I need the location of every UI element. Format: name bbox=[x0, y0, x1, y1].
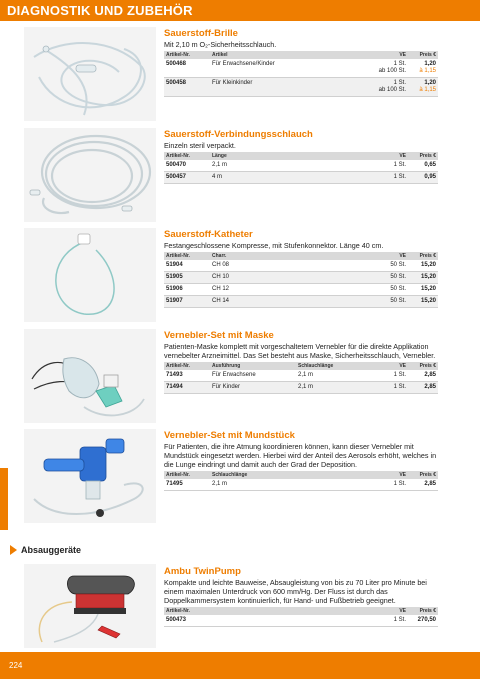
table-row bbox=[164, 284, 438, 296]
packaging-unit: 1 St. bbox=[370, 370, 408, 382]
price: 15,20 bbox=[408, 284, 438, 296]
product-vernebler-maske bbox=[164, 330, 438, 394]
col-header: Schlauchlänge bbox=[296, 362, 370, 370]
col-header: Schlauchlänge bbox=[210, 471, 370, 479]
article-number: 500470 bbox=[164, 160, 210, 172]
col-header: Preis € bbox=[408, 471, 438, 479]
col-header: Preis € bbox=[408, 252, 438, 260]
price: 0,65 bbox=[408, 160, 438, 172]
article-table bbox=[164, 152, 438, 184]
article-number: 71494 bbox=[164, 382, 210, 394]
packaging-unit: 1 St. bbox=[370, 160, 408, 172]
article-tube-length: 2,1 m bbox=[210, 479, 370, 491]
packaging-unit: 1 St. bbox=[370, 382, 408, 394]
price: 2,85 bbox=[408, 382, 438, 394]
product-description: Mit 2,10 m O₂-Sicherheitsschlauch. bbox=[164, 40, 277, 49]
product-ambu-twinpump bbox=[164, 566, 438, 627]
col-header: Preis € bbox=[408, 607, 438, 615]
col-header: Artikel-Nr. bbox=[164, 607, 370, 615]
col-header: VE bbox=[370, 471, 408, 479]
product-verbindungsschlauch bbox=[164, 129, 438, 184]
packaging-unit: 1 St. bbox=[370, 172, 408, 184]
product-vernebler-mundstueck bbox=[164, 430, 438, 491]
packaging-unit: 50 St. bbox=[370, 284, 408, 296]
packaging-unit: 1 St. bbox=[370, 615, 408, 627]
section-title: Absauggeräte bbox=[21, 545, 82, 555]
article-charriere: CH 12 bbox=[210, 284, 370, 296]
product-description: Festangeschlossene Kompresse, mit Stufenkonnektor. Länge 40 cm. bbox=[164, 241, 384, 250]
col-header: Preis € bbox=[408, 51, 438, 59]
packaging-unit: 1 St. ab 100 St. bbox=[370, 59, 408, 78]
product-title: Vernebler-Set mit Mundstück bbox=[164, 430, 295, 441]
col-header: Artikel-Nr. bbox=[164, 471, 210, 479]
article-number: 51904 bbox=[164, 260, 210, 272]
packaging-unit: 1 St. bbox=[370, 479, 408, 491]
product-description: Einzeln steril verpackt. bbox=[164, 141, 236, 150]
table-row bbox=[164, 272, 438, 284]
col-header: Artikel-Nr. bbox=[164, 252, 210, 260]
product-photo-verbindungsschlauch bbox=[24, 128, 156, 222]
price: 1,20 à 1,15 bbox=[408, 78, 438, 97]
article-tube-length: 2,1 m bbox=[296, 382, 370, 394]
header-bar bbox=[0, 0, 480, 21]
price: 1,20 à 1,15 bbox=[408, 59, 438, 78]
col-header: Artikel-Nr. bbox=[164, 51, 210, 59]
product-description: Für Patienten, die ihre Atmung koordinieren können, kann dieser Vernebler mit Mundstück eingesetzt werden. Hierbei wird der Anteil des Aerosols erhöht, welches in die Lunge eindringt und damit auch der Grad der Deposition. bbox=[164, 442, 437, 469]
product-title: Sauerstoff-Katheter bbox=[164, 229, 253, 240]
product-title: Sauerstoff-Verbindungsschlauch bbox=[164, 129, 313, 140]
article-number: 51905 bbox=[164, 272, 210, 284]
article-table bbox=[164, 471, 438, 491]
table-row bbox=[164, 59, 438, 78]
article-number: 51906 bbox=[164, 284, 210, 296]
article-tube-length: 2,1 m bbox=[296, 370, 370, 382]
col-header: VE bbox=[370, 607, 408, 615]
col-header: Artikel-Nr. bbox=[164, 362, 210, 370]
col-header: Länge bbox=[210, 152, 370, 160]
product-photo-vernebler-maske bbox=[24, 329, 156, 423]
col-header: VE bbox=[370, 252, 408, 260]
price: 15,20 bbox=[408, 296, 438, 308]
product-katheter bbox=[164, 229, 438, 308]
side-tab-marker bbox=[0, 468, 8, 530]
product-title: Vernebler-Set mit Maske bbox=[164, 330, 274, 341]
packaging-unit: 50 St. bbox=[370, 296, 408, 308]
price: 270,50 bbox=[408, 615, 438, 627]
article-table bbox=[164, 362, 438, 394]
section-header-absauggeraete bbox=[10, 545, 81, 555]
article-table bbox=[164, 51, 438, 97]
page-number: 224 bbox=[9, 661, 23, 670]
triangle-right-icon bbox=[10, 545, 17, 555]
article-charriere: CH 08 bbox=[210, 260, 370, 272]
article-charriere: CH 14 bbox=[210, 296, 370, 308]
table-row bbox=[164, 296, 438, 308]
table-row bbox=[164, 160, 438, 172]
article-table bbox=[164, 252, 438, 308]
article-name: Für Kleinkinder bbox=[210, 78, 370, 97]
article-version: Für Erwachsene bbox=[210, 370, 296, 382]
table-row bbox=[164, 78, 438, 97]
col-header: VE bbox=[370, 51, 408, 59]
article-number: 500457 bbox=[164, 172, 210, 184]
product-photo-sauerstoff-brille bbox=[24, 27, 156, 121]
packaging-unit: 50 St. bbox=[370, 272, 408, 284]
table-row bbox=[164, 370, 438, 382]
article-version: Für Kinder bbox=[210, 382, 296, 394]
product-photo-katheter bbox=[24, 228, 156, 322]
table-row bbox=[164, 260, 438, 272]
article-number: 500458 bbox=[164, 78, 210, 97]
price: 0,95 bbox=[408, 172, 438, 184]
article-name: Für Erwachsene/Kinder bbox=[210, 59, 370, 78]
product-description: Kompakte und leichte Bauweise, Absaugleistung von bis zu 70 Liter pro Minute bei einem maximalen Unterdruck von 600 mm/Hg. Der Fluss ist durch das Doppelkammersystem kontinuierlich, für Hand- und Fußbetrieb geeignet. bbox=[164, 578, 427, 605]
table-row bbox=[164, 479, 438, 491]
product-photo-ambu-twinpump bbox=[24, 564, 156, 648]
table-row bbox=[164, 615, 438, 627]
product-photo-vernebler-mundstueck bbox=[24, 429, 156, 523]
article-table bbox=[164, 607, 438, 627]
article-number: 500473 bbox=[164, 615, 370, 627]
article-charriere: CH 10 bbox=[210, 272, 370, 284]
article-number: 51907 bbox=[164, 296, 210, 308]
table-row bbox=[164, 382, 438, 394]
price: 15,20 bbox=[408, 260, 438, 272]
footer-bar bbox=[0, 652, 480, 679]
price: 2,85 bbox=[408, 479, 438, 491]
packaging-unit: 50 St. bbox=[370, 260, 408, 272]
price: 15,20 bbox=[408, 272, 438, 284]
article-number: 500468 bbox=[164, 59, 210, 78]
packaging-unit: 1 St. ab 100 St. bbox=[370, 78, 408, 97]
col-header: VE bbox=[370, 362, 408, 370]
product-description: Patienten-Maske komplett mit vorgeschaltetem Vernebler für die direkte Applikation vernebelter Arzneimittel. Das Set besteht aus Maske, Sicherheitsschlauch, Vernebler. bbox=[164, 342, 436, 360]
article-number: 71495 bbox=[164, 479, 210, 491]
col-header: Preis € bbox=[408, 152, 438, 160]
col-header: Ausführung bbox=[210, 362, 296, 370]
col-header: Preis € bbox=[408, 362, 438, 370]
table-row bbox=[164, 172, 438, 184]
product-sauerstoff-brille bbox=[164, 28, 438, 97]
product-title: Sauerstoff-Brille bbox=[164, 28, 238, 39]
article-length: 4 m bbox=[210, 172, 370, 184]
article-number: 71493 bbox=[164, 370, 210, 382]
col-header: VE bbox=[370, 152, 408, 160]
col-header: Artikel-Nr. bbox=[164, 152, 210, 160]
price: 2,85 bbox=[408, 370, 438, 382]
page-title: DIAGNOSTIK UND ZUBEHÖR bbox=[7, 3, 193, 18]
product-title: Ambu TwinPump bbox=[164, 566, 241, 577]
article-length: 2,1 m bbox=[210, 160, 370, 172]
col-header: Artikel bbox=[210, 51, 370, 59]
col-header: Charr. bbox=[210, 252, 370, 260]
